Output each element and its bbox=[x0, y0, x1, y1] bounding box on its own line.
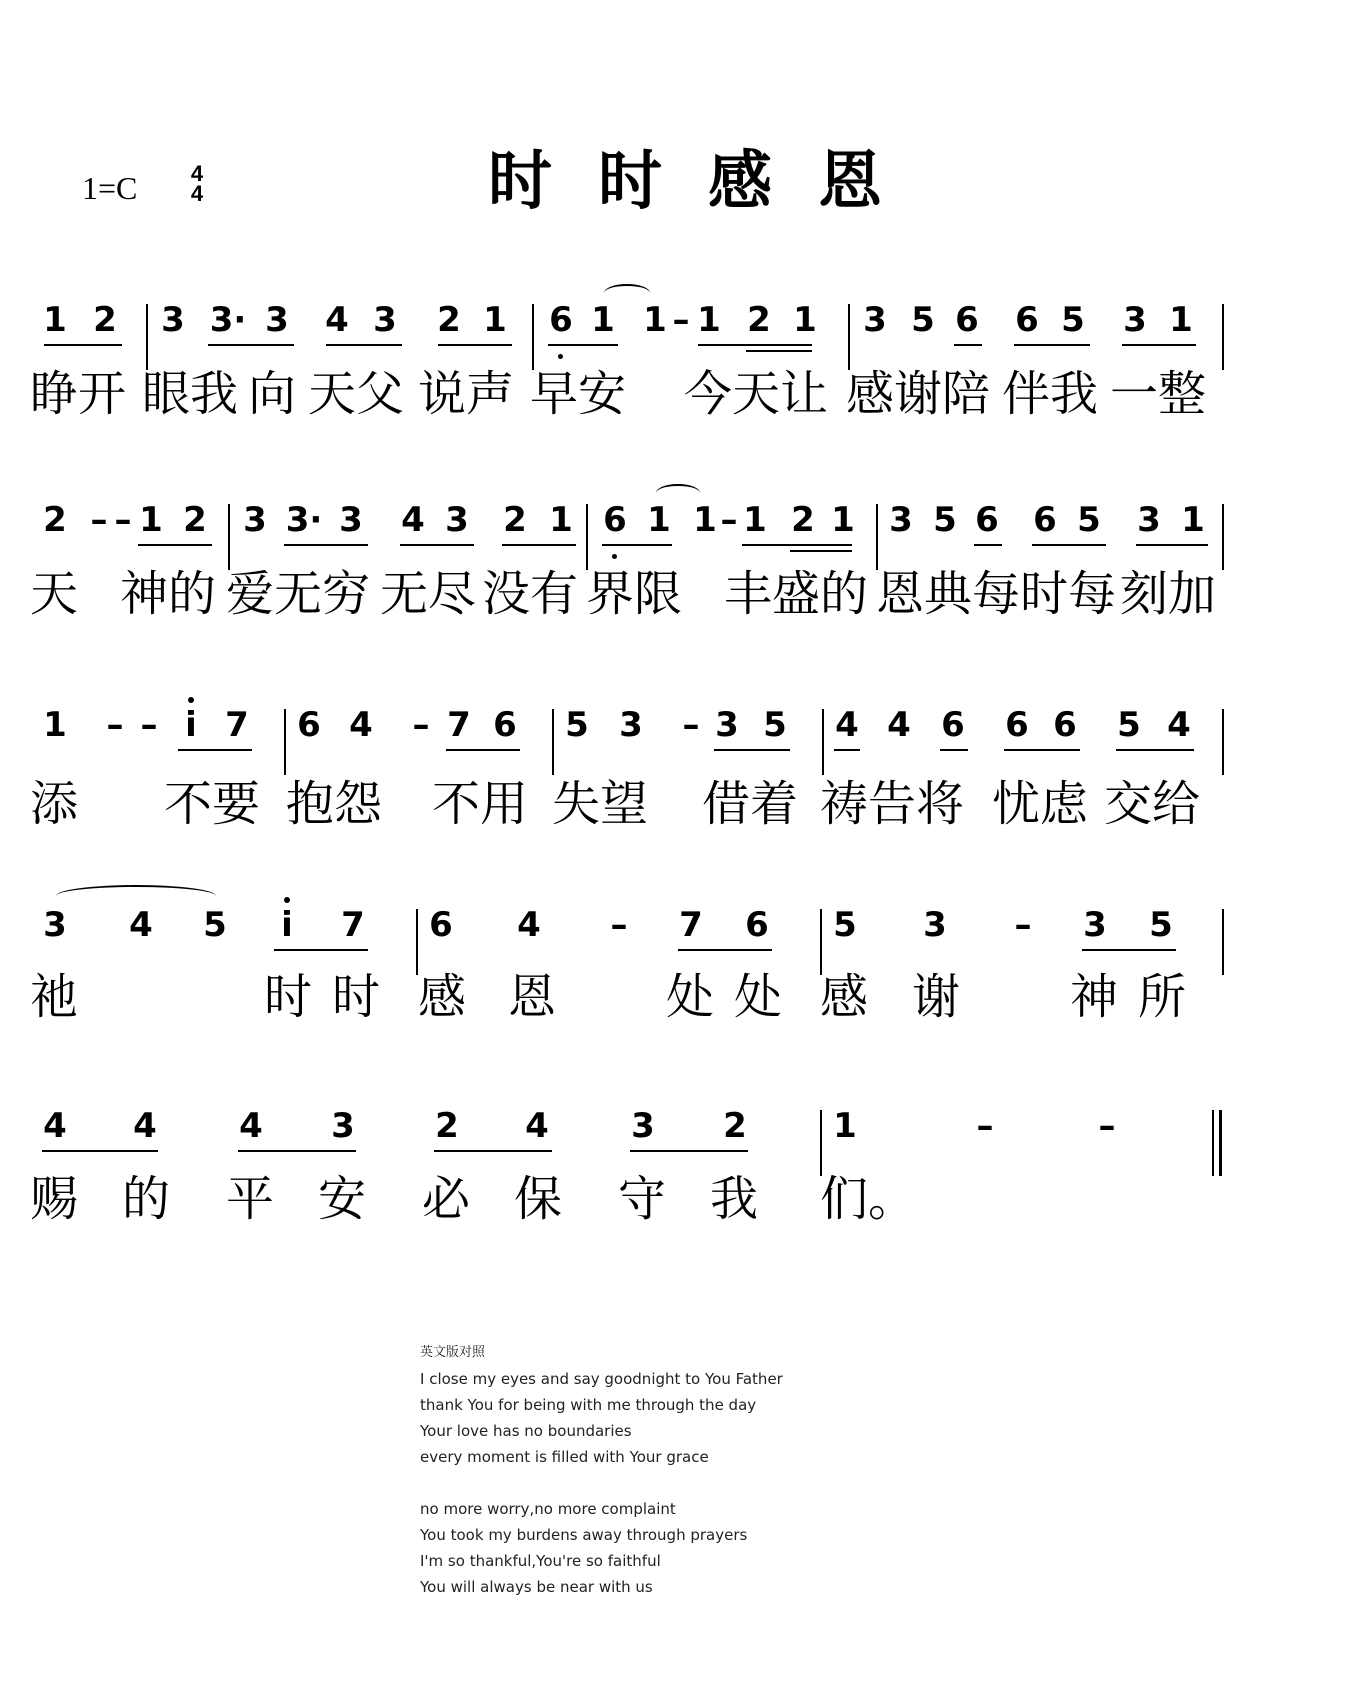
note: 1 bbox=[697, 300, 721, 340]
note: 1 bbox=[139, 500, 163, 540]
note: 6 bbox=[297, 705, 321, 745]
lyric-word: 失望 bbox=[552, 776, 649, 832]
note: 4 bbox=[887, 705, 911, 745]
note: 6 bbox=[493, 705, 517, 745]
note: 3 bbox=[161, 300, 185, 340]
note: – bbox=[720, 500, 738, 540]
english-lyrics bbox=[420, 1340, 783, 1600]
note: 1 bbox=[591, 300, 615, 340]
note: – bbox=[90, 500, 108, 540]
lyric-word: 神的 bbox=[120, 566, 217, 622]
note: 1 bbox=[743, 500, 767, 540]
note: 1 bbox=[43, 300, 67, 340]
note: 1 bbox=[793, 300, 817, 340]
lyric-word: 安 bbox=[318, 1171, 367, 1227]
lyric-word: 祷告将 bbox=[820, 776, 965, 832]
note: – bbox=[610, 905, 628, 945]
note: 4 bbox=[349, 705, 373, 745]
note: 6 bbox=[549, 300, 573, 340]
lyric-word: 时时 bbox=[264, 969, 401, 1025]
note: 4 bbox=[517, 905, 541, 945]
lyric-word: 丰盛的 bbox=[724, 566, 869, 622]
note: 2 bbox=[183, 500, 207, 540]
note: 2 bbox=[503, 500, 527, 540]
note: 1 bbox=[647, 500, 671, 540]
lyric-word: 天 bbox=[30, 566, 79, 622]
note: 3 bbox=[863, 300, 887, 340]
lyric-word: 抱怨 bbox=[286, 776, 383, 832]
note: 4 bbox=[43, 1106, 67, 1146]
lyric-word: 们。 bbox=[820, 1171, 917, 1227]
lyric-word: 眼我 bbox=[142, 366, 239, 422]
note: 4 bbox=[1167, 705, 1191, 745]
note: – bbox=[114, 500, 132, 540]
note: 4 bbox=[401, 500, 425, 540]
note: 1 bbox=[1181, 500, 1205, 540]
note: 1 bbox=[1169, 300, 1193, 340]
lyric-word: 界限 bbox=[586, 566, 683, 622]
note: i bbox=[185, 705, 197, 745]
lyric-word: 没有 bbox=[482, 566, 579, 622]
lyric-word: 赐 bbox=[30, 1171, 79, 1227]
lyric-word: 今天让 bbox=[684, 366, 829, 422]
note: 7 bbox=[679, 905, 703, 945]
lyric-word: 神所 bbox=[1070, 969, 1207, 1025]
note: 2 bbox=[435, 1106, 459, 1146]
note: 2 bbox=[93, 300, 117, 340]
lyric-word: 向 bbox=[248, 366, 297, 422]
note: 5 bbox=[911, 300, 935, 340]
note: 3 bbox=[373, 300, 397, 340]
lyric-word: 借着 bbox=[702, 776, 799, 832]
note: 6 bbox=[955, 300, 979, 340]
note: 5 bbox=[833, 905, 857, 945]
note: 5 bbox=[1149, 905, 1173, 945]
note: 5 bbox=[763, 705, 787, 745]
time-signature-top: 4 bbox=[190, 161, 204, 186]
note: 3 bbox=[265, 300, 289, 340]
lyric-word: 的 bbox=[122, 1171, 171, 1227]
note: 3 bbox=[619, 705, 643, 745]
key-signature: 1=C bbox=[82, 170, 138, 206]
english-line: You took my burdens away through prayers bbox=[420, 1526, 748, 1544]
note: 7 bbox=[447, 705, 471, 745]
note: – bbox=[1014, 905, 1032, 945]
english-line: Your love has no boundaries bbox=[420, 1422, 632, 1440]
lyric-word: 说声 bbox=[418, 366, 515, 422]
note: 5 bbox=[565, 705, 589, 745]
note: 1 bbox=[483, 300, 507, 340]
lyric-word: 睁开 bbox=[30, 366, 127, 422]
note: 4 bbox=[325, 300, 349, 340]
lyric-word: 感谢陪 bbox=[846, 366, 991, 422]
lyric-word: 处处 bbox=[666, 969, 803, 1025]
lyric-word: 一整 bbox=[1110, 366, 1207, 422]
note: 1 bbox=[831, 500, 855, 540]
lyric-word: 交给 bbox=[1104, 776, 1201, 832]
lyric-word: 早安 bbox=[530, 366, 627, 422]
notation-row-5 bbox=[0, 1106, 1346, 1186]
note: 2 bbox=[791, 500, 815, 540]
lyric-word: 平 bbox=[226, 1171, 275, 1227]
lyric-word: 刻加 bbox=[1120, 566, 1217, 622]
note: 3· bbox=[209, 300, 247, 340]
note: – bbox=[682, 705, 700, 745]
note: – bbox=[1098, 1106, 1116, 1146]
note: 3 bbox=[889, 500, 913, 540]
note: – bbox=[106, 705, 124, 745]
english-line: no more worry,no more complaint bbox=[420, 1500, 676, 1518]
note: 2 bbox=[43, 500, 67, 540]
note: 1 bbox=[693, 500, 717, 540]
english-line: I'm so thankful,You're so faithful bbox=[420, 1552, 661, 1570]
lyric-word: 不用 bbox=[432, 776, 529, 832]
note: 3 bbox=[1083, 905, 1107, 945]
note: 3 bbox=[339, 500, 363, 540]
note: 6 bbox=[429, 905, 453, 945]
english-line: You will always be near with us bbox=[420, 1578, 653, 1596]
english-line: every moment is filled with Your grace bbox=[420, 1448, 709, 1466]
note: – bbox=[976, 1106, 994, 1146]
lyric-word: 保 bbox=[514, 1171, 563, 1227]
note: 6 bbox=[745, 905, 769, 945]
note: 3 bbox=[715, 705, 739, 745]
note: 1 bbox=[833, 1106, 857, 1146]
note: 3· bbox=[285, 500, 323, 540]
note: 5 bbox=[933, 500, 957, 540]
lyric-word: 我 bbox=[710, 1171, 759, 1227]
note: 3 bbox=[1123, 300, 1147, 340]
note: – bbox=[412, 705, 430, 745]
note: – bbox=[672, 300, 690, 340]
note: – bbox=[140, 705, 158, 745]
note: 5 bbox=[1077, 500, 1101, 540]
lyric-word: 不要 bbox=[164, 776, 261, 832]
note: 3 bbox=[631, 1106, 655, 1146]
lyric-word: 添 bbox=[30, 776, 79, 832]
note: 3 bbox=[445, 500, 469, 540]
lyric-word: 恩 bbox=[508, 969, 557, 1025]
song-title: 时时感恩 bbox=[488, 145, 928, 219]
note: 2 bbox=[747, 300, 771, 340]
lyric-word: 忧虑 bbox=[992, 776, 1089, 832]
note: 6 bbox=[1053, 705, 1077, 745]
lyric-word: 谢 bbox=[912, 969, 961, 1025]
lyric-word: 无尽 bbox=[380, 566, 477, 622]
note: 5 bbox=[203, 905, 227, 945]
lyric-word: 时每 bbox=[1020, 566, 1117, 622]
lyric-word: 感 bbox=[418, 969, 467, 1025]
note: 3 bbox=[243, 500, 267, 540]
note: 3 bbox=[1137, 500, 1161, 540]
lyric-word: 守 bbox=[618, 1171, 667, 1227]
note: 4 bbox=[133, 1106, 157, 1146]
english-line: I close my eyes and say goodnight to You Father bbox=[420, 1370, 783, 1388]
note: 2 bbox=[437, 300, 461, 340]
note: 4 bbox=[239, 1106, 263, 1146]
note: 4 bbox=[129, 905, 153, 945]
note: 1 bbox=[643, 300, 667, 340]
note: 1 bbox=[549, 500, 573, 540]
english-heading: 英文版对照 bbox=[420, 1345, 486, 1360]
lyric-word: 恩典每 bbox=[876, 566, 1021, 622]
note: 6 bbox=[1033, 500, 1057, 540]
lyric-word: 必 bbox=[422, 1171, 471, 1227]
note: 6 bbox=[941, 705, 965, 745]
note: 4 bbox=[835, 705, 859, 745]
note: 1 bbox=[43, 705, 67, 745]
lyric-word: 感 bbox=[820, 969, 869, 1025]
note: 6 bbox=[1015, 300, 1039, 340]
note: 7 bbox=[341, 905, 365, 945]
note: 6 bbox=[975, 500, 999, 540]
note: 3 bbox=[43, 905, 67, 945]
lyric-word: 祂 bbox=[30, 969, 79, 1025]
time-signature bbox=[186, 161, 208, 206]
note: 7 bbox=[225, 705, 249, 745]
note: 6 bbox=[603, 500, 627, 540]
time-signature-bottom: 4 bbox=[190, 181, 204, 206]
note: i bbox=[281, 905, 293, 945]
note: 3 bbox=[331, 1106, 355, 1146]
note: 6 bbox=[1005, 705, 1029, 745]
lyric-word: 伴我 bbox=[1002, 366, 1099, 422]
note: 5 bbox=[1061, 300, 1085, 340]
english-line: thank You for being with me through the day bbox=[420, 1396, 757, 1414]
note: 4 bbox=[525, 1106, 549, 1146]
lyric-word: 天父 bbox=[308, 366, 405, 422]
note: 2 bbox=[723, 1106, 747, 1146]
note: 3 bbox=[923, 905, 947, 945]
lyric-word: 爱无穷 bbox=[226, 566, 371, 622]
note: 5 bbox=[1117, 705, 1141, 745]
